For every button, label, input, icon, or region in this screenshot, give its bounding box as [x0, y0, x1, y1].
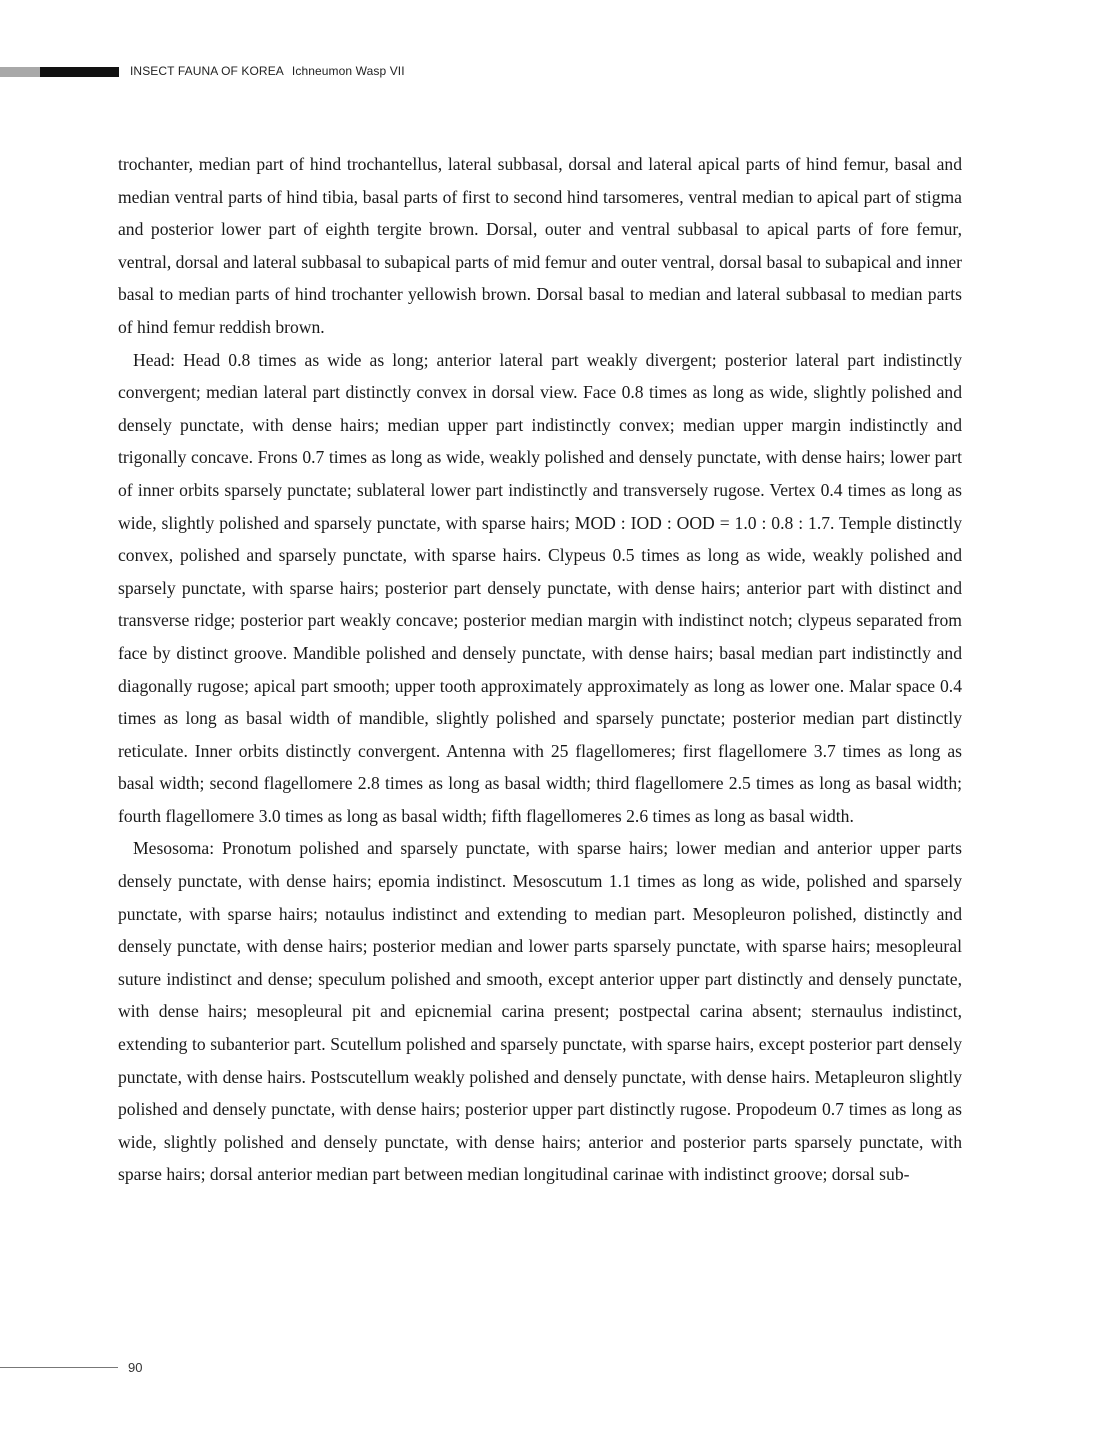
paragraph-mesosoma: Mesosoma: Pronotum polished and sparsely punctate, with sparse hairs; lower median and anterior upper parts densely punctate, with dense hairs; epomia indistinct. Mesoscutum 1.1 times as long as wide, polished and sparsely punctate, with sparse hairs; notaulus indistinct and extending to median part. Mesopleuron polished, distinctly and densely punctate, with dense hairs; posterior median and lower parts sparsely punctate, with sparse hairs; mesopleural suture indistinct and dense; speculum polished and smooth, except anterior upper part distinctly and densely punctate, with dense hairs; mesopleural pit and epicnemial carina present; postpectal carina absent; sternaulus indistinct, extending to subanterior part. Scutellum polished and sparsely punctate, with sparse hairs, except posterior part densely punctate, with dense hairs. Postscutellum weakly polished and densely punctate, with dense hairs. Metapleuron slightly polished and densely punctate, with dense hairs; posterior upper part distinctly rugose. Propodeum 0.7 times as long as wide, slightly polished and densely punctate, with dense hairs; anterior and posterior parts sparsely punctate, with sparse hairs; dorsal anterior median part between median longitudinal carinae with indistinct groove; dorsal sub- [118, 838, 962, 1185]
running-head-title: INSECT FAUNA OF KOREA [130, 64, 284, 78]
footer-rule [0, 1367, 118, 1368]
running-head [130, 64, 405, 78]
body-text [118, 148, 962, 1191]
header-bar-black [40, 67, 119, 77]
header-bar-gray [0, 67, 40, 77]
page-number: 90 [128, 1360, 143, 1375]
paragraph-head: Head: Head 0.8 times as wide as long; anterior lateral part weakly divergent; posterior lateral part indistinctly convergent; median lateral part distinctly convex in dorsal view. Face 0.8 times as long as wide, slightly polished and densely punctate, with dense hairs; median upper part indistinctly convex; median upper margin indistinctly and trigonally concave. Frons 0.7 times as long as wide, weakly polished and densely punctate, with dense hairs; lower part of inner orbits sparsely punctate; sublateral lower part indistinctly and transversely rugose. Vertex 0.4 times as long as wide, slightly polished and sparsely punctate, with sparse hairs; MOD : IOD : OOD = 1.0 : 0.8 : 1.7. Temple distinctly convex, polished and sparsely punctate, with sparse hairs. Clypeus 0.5 times as long as wide, weakly polished and sparsely punctate, with sparse hairs; posterior part densely punctate, with dense hairs; anterior part with distinct and transverse ridge; posterior part weakly concave; posterior median margin with indistinct notch; clypeus separated from face by distinct groove. Mandible polished and densely punctate, with dense hairs; basal median part indistinctly and diagonally rugose; apical part smooth; upper tooth approximately approximately as long as lower one. Malar space 0.4 times as long as basal width of mandible, slightly polished and sparsely punctate; posterior median part distinctly reticulate. Inner orbits distinctly convergent. Antenna with 25 flagellomeres; first flagellomere 3.7 times as long as basal width; second flagellomere 2.8 times as long as basal width; third flagellomere 2.5 times as long as basal width; fourth flagellomere 3.0 times as long as basal width; fifth flagellomeres 2.6 times as long as basal width. [118, 349, 962, 826]
running-head-subtitle: Ichneumon Wasp VII [291, 64, 405, 78]
paragraph-continuation: trochanter, median part of hind trochantellus, lateral subbasal, dorsal and lateral apical parts of hind femur, basal and median ventral parts of hind tibia, basal parts of first to second hind tarsomeres, ventral median to apical part of stigma and posterior lower part of eighth tergite brown. Dorsal, outer and ventral subbasal to apical parts of fore femur, ventral, dorsal and lateral subbasal to subapical parts of mid femur and outer ventral, dorsal basal to subapical and inner basal to median parts of hind trochanter yellowish brown. Dorsal basal to median and lateral subbasal to median parts of hind femur reddish brown. [118, 154, 962, 337]
